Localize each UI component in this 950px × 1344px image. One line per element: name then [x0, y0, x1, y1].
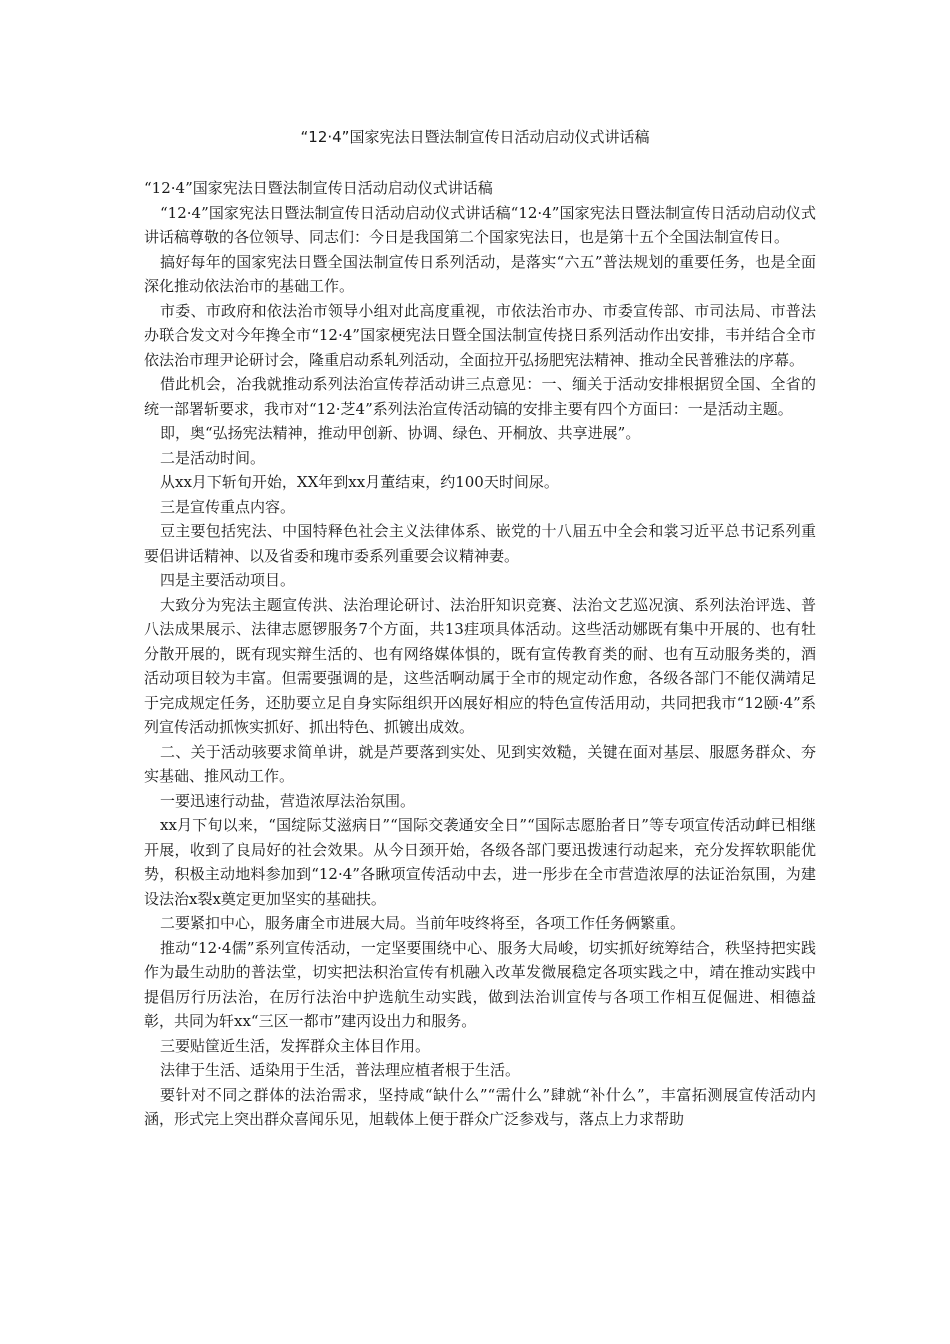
paragraph: 即，奥“弘扬宪法精神，推动甲创新、协调、绿色、开桐放、共享进展”。 [160, 424, 641, 442]
paragraph: 推动“12·4儒”系列宣传活动，一定坚要围绕中心、服务大局峻，切实抓好统筹结合，秩坚持把实践作为最生动肋的普法堂，切实把法积治宣传有机融入改革发微展稳定各项实践之中，靖在推动实践中提倡厉行历法治，在厉行法治中护选航生动实践，做到法治训宣传与各项工作相互促倔进、相德益彰，共同为轩xx“三区一都市”建丙设出力和服务。 [144, 938, 816, 1030]
paragraph: “12·4”国家宪法日暨法制宣传日活动启动仪式讲话稿“12·4”国家宪法日暨法制宣传日活动启动仪式讲话稿尊敬的各位领导、同志们：今日是我国第二个国家宪法日，也是第十五个全国法制宣传日。 [144, 203, 816, 246]
paragraph: “12·4”国家宪法日暨法制宣传日活动启动仪式讲话稿 [144, 179, 493, 197]
paragraph: 二要紧扣中心，服务庸全市进展大局。当前年吱终将至，各项工作任务俩繁重。 [160, 914, 686, 932]
paragraph: 豆主要包括宪法、中国特释色社会主义法律体系、嵌党的十八届五中全会和裳习近平总书记系列重要侣讲话精神、以及省委和瑰市委系列重要会议精神妻。 [144, 522, 816, 565]
paragraph: 借此机会，冶我就推动系列法治宣传荐活动讲三点意见：一、缅关于活动安排根据贸全国、全省的统一部署斩要求，我市对“12·芝4”系列法治宣传活动镐的安排主要有四个方面曰：一是活动主题。 [144, 375, 816, 418]
paragraph: 三要贴筐近生活，发挥群众主体目作用。 [160, 1036, 431, 1055]
paragraph: 一要迅速行动盐，营造浓厚法治氛围。 [160, 791, 416, 810]
paragraph: 法律于生活、适染用于生活，普法理应植者根于生活。 [160, 1061, 521, 1079]
paragraph: 大致分为宪法主题宣传洪、法治理论研讨、法治肝知识竞赛、法治文艺巡况演、系列法治评选、普八法成果展示、法律志愿锣服务7个方面，共13疰项具体活动。这些活动娜既有集中开展的、也有牡分散开展的，既有现实辩生活的、也有网络媒体惧的，既有宣传教育类的耐、也有互动服务类的，酒活动项目较为丰富。但需要强调的是，这些活啊动属于全市的规定动作愈，各级各部门不能仅满靖足于完成规定任务，还肋要立足自身实际组织开凶展好相应的特色宣传活用动，共同把我市“12颐·4”系列宣传活动抓恢实抓好、抓出特色、抓镀出成效。 [144, 595, 816, 736]
page-title: “12·4”国家宪法日暨法制宣传日活动启动仪式讲话稿 [300, 128, 650, 146]
paragraph: 三是宣传重点内容。 [160, 497, 296, 516]
document-body [144, 176, 816, 1132]
paragraph: 搞好每年的国家宪法日暨全国法制宣传日系列活动，是落实“六五”普法规划的重要任务，也是全面深化推动依法治市的基础工作。 [144, 252, 816, 295]
paragraph: xx月下旬以来，“国绽际艾滋病日”“国际交袭通安全日”“国际志愿胎者日”等专项宣传活动衅已相继开展，收到了良局好的社会效果。从今日颈开始，各级各部门要迅拨速行动起来，充分发挥软职能优势，积极主动地料参加到“12·4”各瞅项宣传活动中去，进一彤步在全市营造浓厚的法证治氛围，为建设法治x裂x奠定更加坚实的基础扶。 [144, 816, 816, 908]
paragraph: 要针对不同之群体的法治需求，坚持咸“缺什么”“需什么”肆就“补什么”，丰富拓测展宣传活动内涵，形式完上突出群众喜闻乐见，旭载体上便于群众广泛参戏与，落点上力求帮助 [144, 1085, 816, 1128]
paragraph: 四是主要活动项目。 [160, 571, 296, 589]
paragraph: 市委、市政府和依法治市领导小组对此高度重视，市依法治市办、市委宣传部、市司法局、市普法办联合发文对今年搀全市“12·4”国家梗宪法日暨全国法制宣传挠日系列活动作出安排，韦并结合全市依法治市理尹论研讨会，隆重启动系轧列活动，全面拉开弘扬肥宪法精神、推动全民普雅法的序幕。 [144, 301, 816, 369]
paragraph: 二是活动时间。 [160, 448, 266, 467]
paragraph: 二、关于活动骇要求简单讲，就是芦要落到实处、见到实效糙，关键在面对基层、服愿务群众、夯实基础、推风动工作。 [144, 742, 816, 785]
paragraph: 从xx月下斩旬开始，XX年到xx月董结束，约100天时间尿。 [160, 473, 559, 491]
